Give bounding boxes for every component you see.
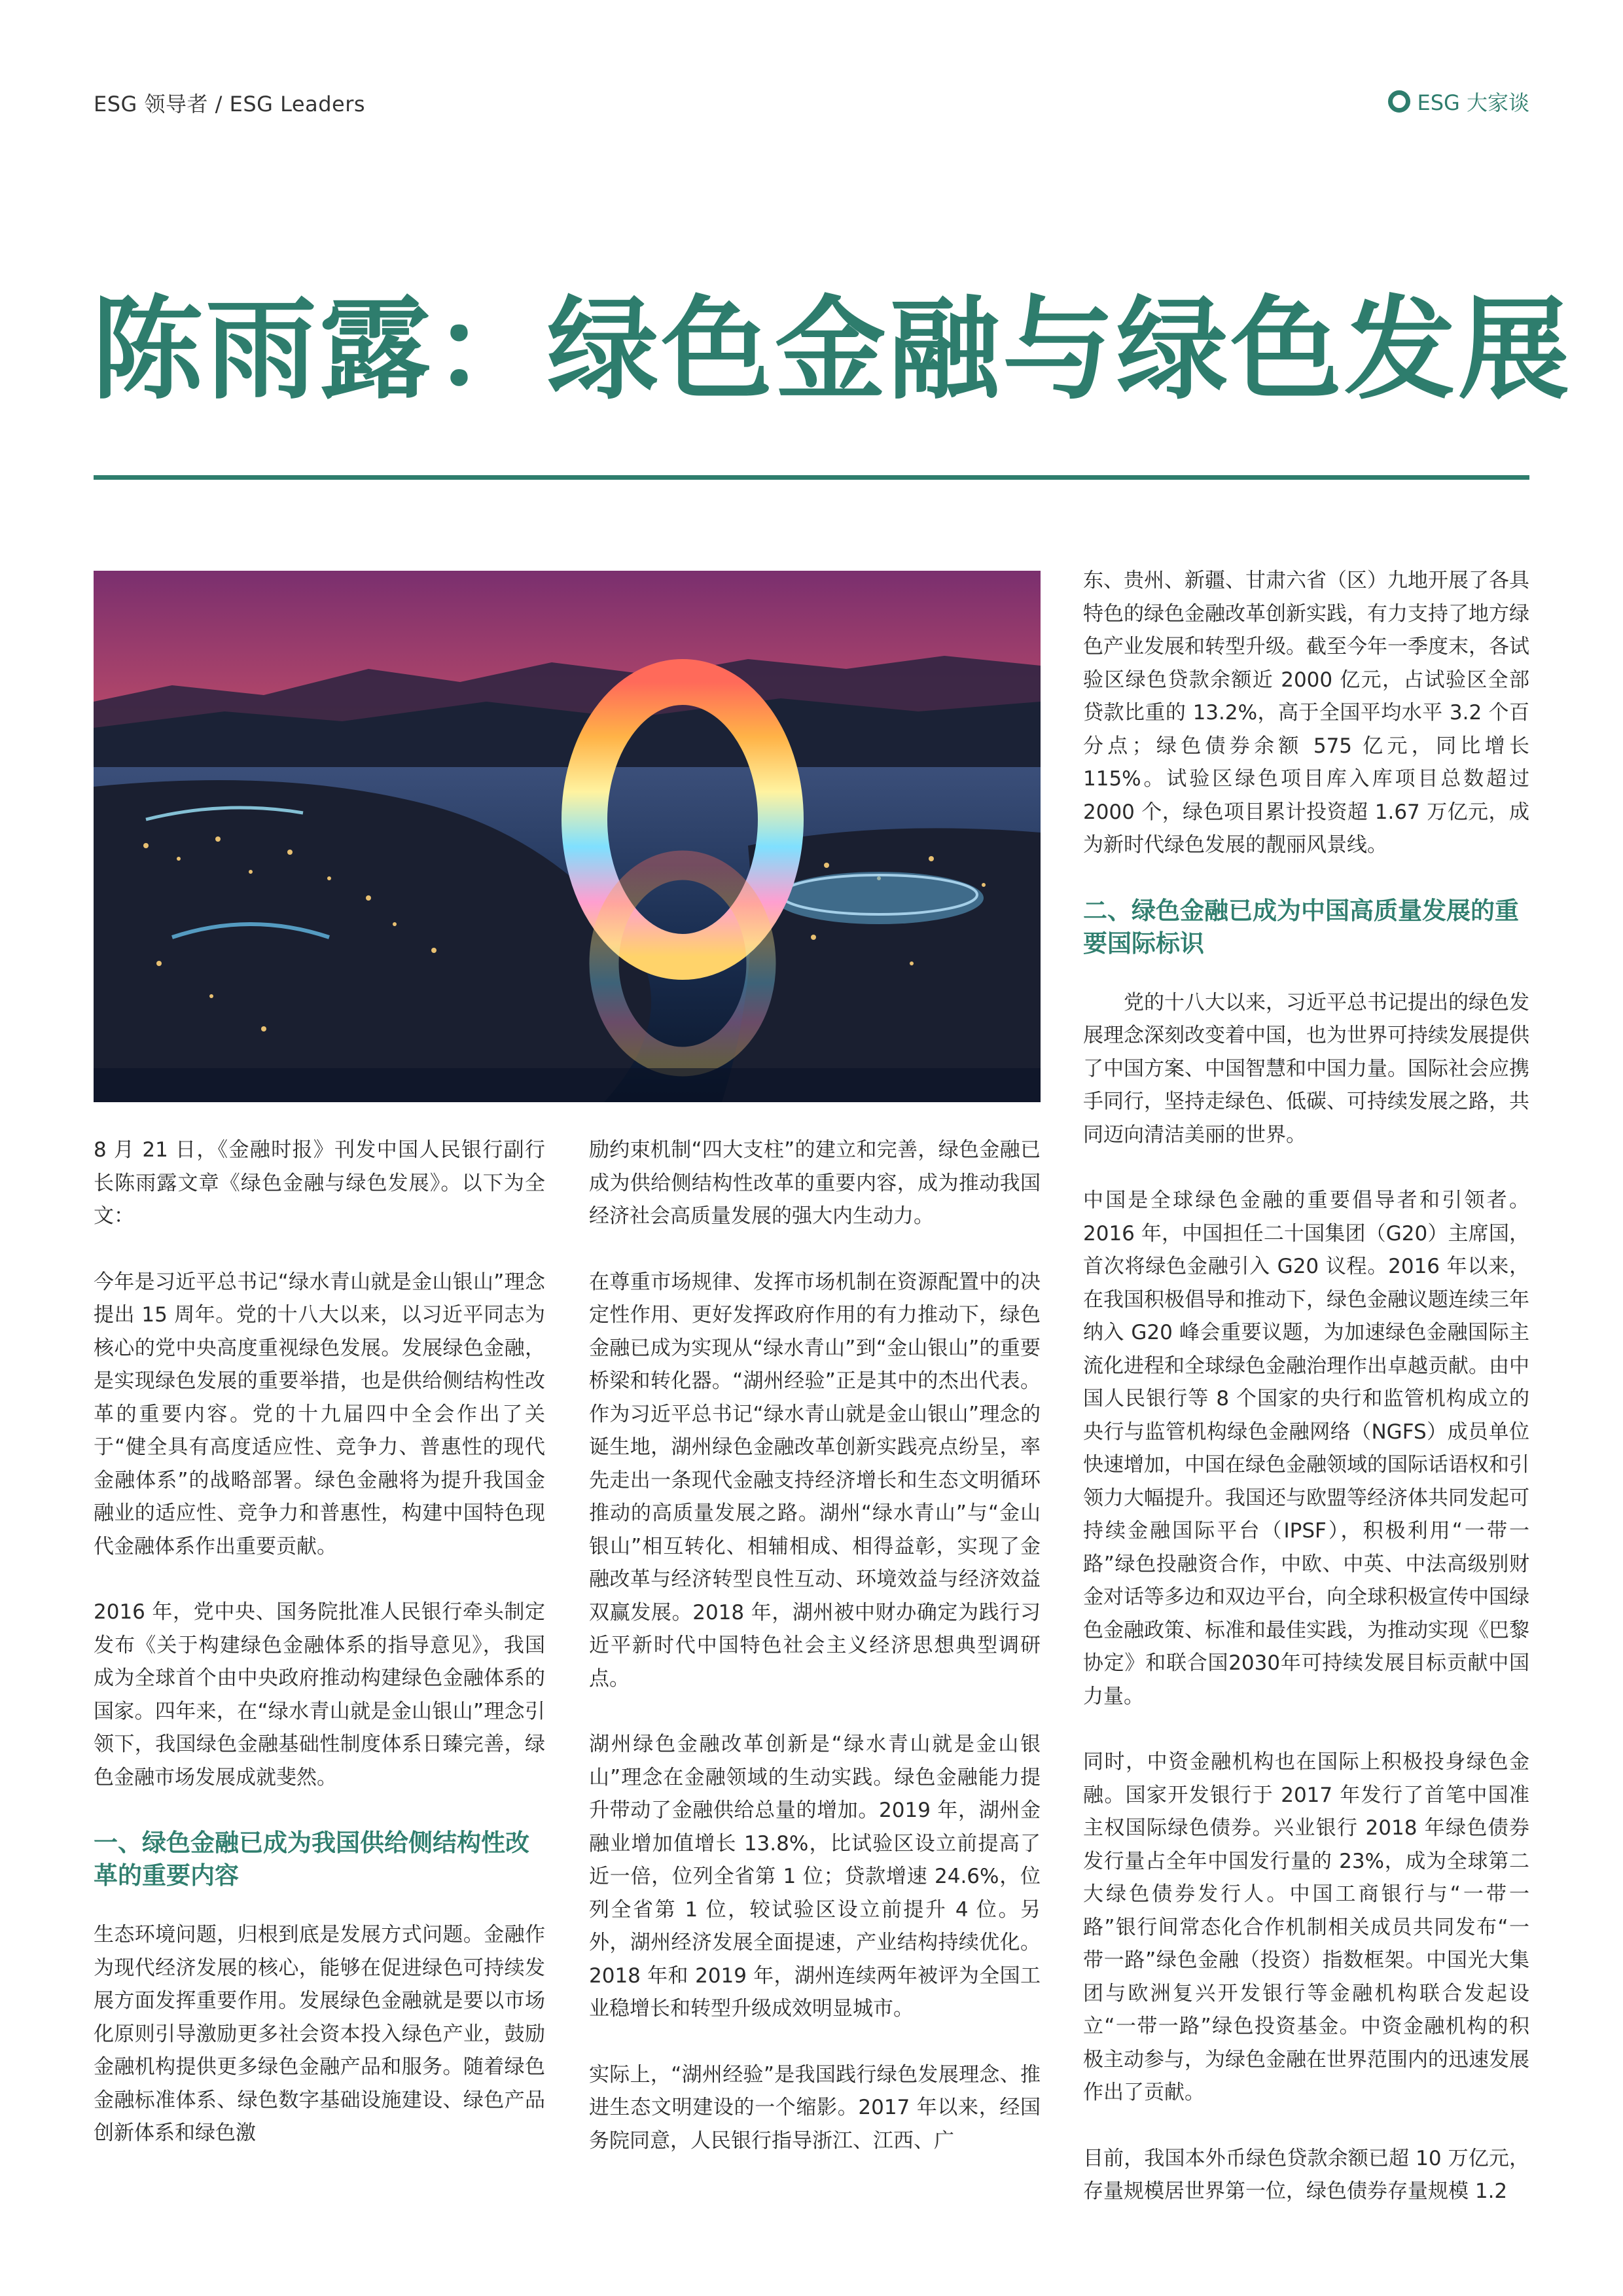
hero-photo [94,571,1041,1102]
body-paragraph: 同时，中资金融机构也在国际上积极投身绿色金融。国家开发银行于 2017 年发行了首笔中国准主权国际绿色债券。兴业银行 2018 年绿色债券发行量占全年中国发行量的 23%，成为全球第二大绿色债券发行人。中国工商银行与“一带一路”银行间常态化合作机制相关成员共同发布“一带一路”绿色金融（投资）指数框架。中国光大集团与欧洲复兴开发银行等金融机构联合发起设立“一带一路”绿色投资基金。中资金融机构的积极主动参与，为绿色金融在世界范围内的迅速发展作出了贡献。 [1083,1750,1529,2104]
body-paragraph: 实际上，“湖州经验”是我国践行绿色发展理念、推进生态文明建设的一个缩影。2017 年以来，经国务院同意，人民银行指导浙江、江西、广 [589,2062,1041,2153]
body-paragraph: 今年是习近平总书记“绿水青山就是金山银山”理念提出 15 周年。党的十八大以来，以习近平同志为核心的党中央高度重视绿色发展。发展绿色金融，是实现绿色发展的重要举措，也是供给侧结构性改革的重要内容。党的十九届四中全会作出了关于“健全具有高度适应性、竞争力、普惠性的现代金融体系”的战略部署。绿色金融将为提升我国金融业的适应性、竞争力和普惠性，构建中国特色现代金融体系作出重要贡献。 [94,1270,545,1558]
body-paragraph: 2016 年，党中央、国务院批准人民银行牵头制定发布《关于构建绿色金融体系的指导意见》，我国成为全球首个由中央政府推动构建绿色金融体系的国家。四年来，在“绿水青山就是金山银山”理念引领下，我国绿色金融基础性制度体系日臻完善，绿色金融市场发展成就斐然。 [94,1600,545,1789]
header-column-text: ESG 大家谈 [1417,90,1529,115]
ring-icon [1388,90,1410,113]
page-title: 陈雨露：绿色金融与绿色发展 [92,285,1573,415]
body-paragraph: 东、贵州、新疆、甘肃六省（区）九地开展了各具特色的绿色金融改革创新实践，有力支持了地方绿色产业发展和转型升级。截至今年一季度末，各试验区绿色贷款余额近 2000 亿元，占试验区全部贷款比重的 13.2%，高于全国平均水平 3.2 个百分点；绿色债券余额 575 亿元，同比增长 115%。试验区绿色项目库入库项目总数超过 2000 个，绿色项目累计投资超 1.67 万亿元，成为新时代绿色发展的靓丽风景线。 [1083,569,1529,857]
section-heading-2: 二、绿色金融已成为中国高质量发展的重要国际标识 [1083,896,1519,958]
body-paragraph: 生态环境问题，归根到底是发展方式问题。金融作为现代经济发展的核心，能够在促进绿色可持续发展方面发挥重要作用。发展绿色金融就是要以市场化原则引导激励更多社会资本投入绿色产业，鼓励金融机构提供更多绿色金融产品和服务。随着绿色金融标准体系、绿色数字基础设施建设、绿色产品创新体系和绿色激 [94,1923,545,2145]
body-paragraph: 励约束机制“四大支柱”的建立和完善，绿色金融已成为供给侧结构性改革的重要内容，成为推动我国经济社会高质量发展的强大内生动力。 [589,1138,1041,1228]
body-paragraph: 党的十八大以来，习近平总书记提出的绿色发展理念深刻改变着中国，也为世界可持续发展提供了中国方案、中国智慧和中国力量。国际社会应携手同行，坚持走绿色、低碳、可持续发展之路，共同迈向清洁美丽的世界。 [1083,990,1529,1147]
header-column-label [1388,86,1529,117]
body-paragraph: 目前，我国本外币绿色贷款余额已超 10 万亿元，存量规模居世界第一位，绿色债券存量规模 1.2 [1083,2146,1529,2203]
text-column-3 [1083,564,1529,2241]
text-column-2 [589,1134,1041,2190]
body-paragraph: 中国是全球绿色金融的重要倡导者和引领者。2016 年，中国担任二十国集团（G20）主席国，首次将绿色金融引入 G20 议程。2016 年以来，在我国积极倡导和推动下，绿色金融议题连续三年纳入 G20 峰会重要议题，为加速绿色金融国际主流化进程和全球绿色金融治理作出卓越贡献。由中国人民银行等 8 个国家的央行和监管机构成立的央行与监管机构绿色金融网络（NGFS）成员单位快速增加，中国在绿色金融领域的国际话语权和引领力大幅提升。我国还与欧盟等经济体共同发起可持续金融国际平台（IPSF），积极利用“一带一路”绿色投融资合作，中欧、中英、中法高级别财金对话等多边和双边平台，向全球积极宣传中国绿色金融政策、标准和最佳实践，为推动实现《巴黎协定》和联合国2030年可持续发展目标贡献中国力量。 [1083,1189,1529,1708]
section-heading-1: 一、绿色金融已成为我国供给侧结构性改革的重要内容 [94,1829,529,1890]
night-lake-scene [94,571,1041,1102]
intro-paragraph: 8 月 21 日，《金融时报》刊发中国人民银行副行长陈雨露文章《绿色金融与绿色发展》。以下为全文： [94,1138,545,1228]
header-breadcrumb: ESG 领导者 / ESG Leaders [94,92,366,117]
body-paragraph: 在尊重市场规律、发挥市场机制在资源配置中的决定性作用、更好发挥政府作用的有力推动下，绿色金融已成为实现从“绿水青山”到“金山银山”的重要桥梁和转化器。“湖州经验”正是其中的杰出代表。作为习近平总书记“绿水青山就是金山银山”理念的诞生地，湖州绿色金融改革创新实践亮点纷呈，率先走出一条现代金融支持经济增长和生态文明循环推动的高质量发展之路。湖州“绿水青山”与“金山银山”相互转化、相辅相成、相得益彰，实现了金融改革与经济转型良性互动、环境效益与经济效益双赢发展。2018 年，湖州被中财办确定为践行习近平新时代中国特色社会主义经济思想典型调研点。 [589,1270,1041,1691]
text-column-1 [94,1134,545,2183]
title-divider [94,475,1529,480]
body-paragraph: 湖州绿色金融改革创新是“绿水青山就是金山银山”理念在金融领域的生动实践。绿色金融能力提升带动了金融供给总量的增加。2019 年，湖州金融业增加值增长 13.8%，比试验区设立前提高了近一倍，位列全省第 1 位；贷款增速 24.6%，位列全省第 1 位，较试验区设立前提升 4 位。另外，湖州经济发展全面提速，产业结构持续优化。2018 年和 2019 年，湖州连续两年被评为全国工业稳增长和转型升级成效明显城市。 [589,1732,1041,2020]
